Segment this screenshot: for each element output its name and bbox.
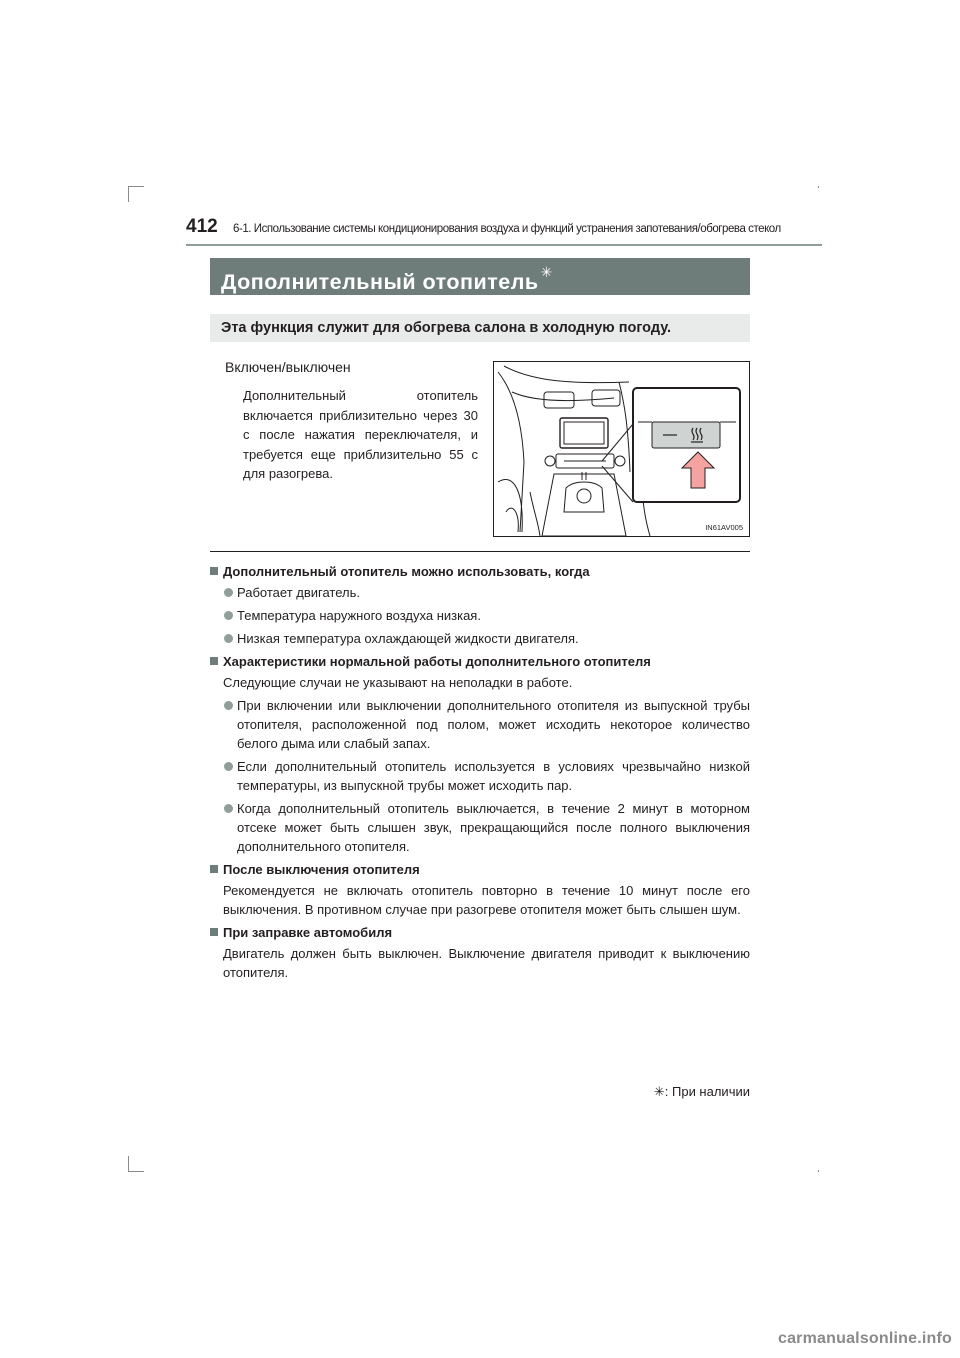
footnote	[654, 1084, 750, 1100]
circle-bullet-icon	[224, 804, 233, 813]
circle-bullet-icon	[224, 701, 233, 710]
note-heading	[210, 923, 750, 942]
circle-bullet-icon	[224, 611, 233, 620]
note-heading-text: При заправке автомобиля	[223, 925, 393, 940]
dashboard-figure	[493, 361, 750, 537]
list-item	[210, 583, 750, 602]
footnote-text: : При наличии	[664, 1084, 750, 1099]
notes-body	[210, 560, 750, 986]
note-heading	[210, 860, 750, 879]
crop-mark	[128, 1156, 129, 1172]
figure-code: IN61AV005	[705, 523, 743, 532]
breadcrumb: 6-1. Использование системы кондиционирования воздуха и функций устранения запотевания/обогрева стекол	[233, 223, 781, 235]
list-item-text: Работает двигатель.	[237, 585, 360, 600]
circle-bullet-icon	[224, 634, 233, 643]
square-bullet-icon	[210, 865, 218, 873]
note-heading	[210, 652, 750, 671]
list-item	[210, 799, 750, 856]
section-title-text: Дополнительный отопитель	[221, 270, 539, 295]
section-title	[210, 258, 750, 295]
note-heading-text: Характеристики нормальной работы дополнительного отопителя	[223, 654, 651, 669]
circle-bullet-icon	[224, 588, 233, 597]
note-heading	[210, 562, 750, 581]
dashboard-illustration	[494, 362, 749, 536]
note-paragraph: Следующие случаи не указывают на неполадки в работе.	[223, 675, 573, 690]
crop-mark	[128, 186, 129, 202]
list-item-text: Когда дополнительный отопитель выключается, в течение 2 минут в моторном отсеке может быть слышен звук, прекращающийся после полного выключения дополнительного отопителя.	[237, 801, 750, 854]
page-number: 412	[186, 216, 218, 237]
circle-bullet-icon	[224, 762, 233, 771]
list-item	[210, 606, 750, 625]
summary-box: Эта функция служит для обогрева салона в холодную погоду.	[210, 314, 750, 342]
square-bullet-icon	[210, 657, 218, 665]
switch-description: Дополнительный отопитель включается приблизительно через 30 с после нажатия переключателя, и требуется еще приблизительно 55 с для разогрева.	[243, 388, 478, 481]
option-mark: ✳	[653, 1084, 665, 1099]
crop-mark	[128, 1171, 144, 1172]
list-item	[210, 696, 750, 753]
square-bullet-icon	[210, 928, 218, 936]
note-paragraph: Двигатель должен быть выключен. Выключение двигателя приводит к выключению отопителя.	[223, 946, 750, 980]
switch-label: Включен/выключен	[225, 359, 351, 375]
note-paragraph: Рекомендуется не включать отопитель повторно в течение 10 минут после его выключения. В противном случае при разогреве отопителя может быть слышен шум.	[223, 883, 750, 917]
crop-mark	[128, 186, 144, 187]
option-mark: ✳	[540, 264, 553, 280]
watermark: carmanualsonline.info	[777, 1330, 952, 1347]
list-item-text: Низкая температура охлаждающей жидкости двигателя.	[237, 631, 579, 646]
note-heading-text: Дополнительный отопитель можно использовать, когда	[223, 564, 590, 579]
list-item	[210, 757, 750, 795]
list-item	[210, 629, 750, 648]
header-rule	[186, 244, 822, 246]
crop-mark	[818, 186, 819, 188]
list-item-text: При включении или выключении дополнительного отопителя из выпускной трубы отопителя, расположенной под полом, может исходить некоторое количество белого дыма или слабый запах.	[237, 698, 750, 751]
note-heading-text: После выключения отопителя	[223, 862, 420, 877]
list-item-text: Температура наружного воздуха низкая.	[237, 608, 481, 623]
section-separator	[210, 551, 750, 552]
crop-mark	[818, 1170, 819, 1172]
square-bullet-icon	[210, 567, 218, 575]
list-item-text: Если дополнительный отопитель используется в условиях чрезвычайно низкой температуры, из выпускной трубы может исходить пар.	[237, 759, 750, 793]
